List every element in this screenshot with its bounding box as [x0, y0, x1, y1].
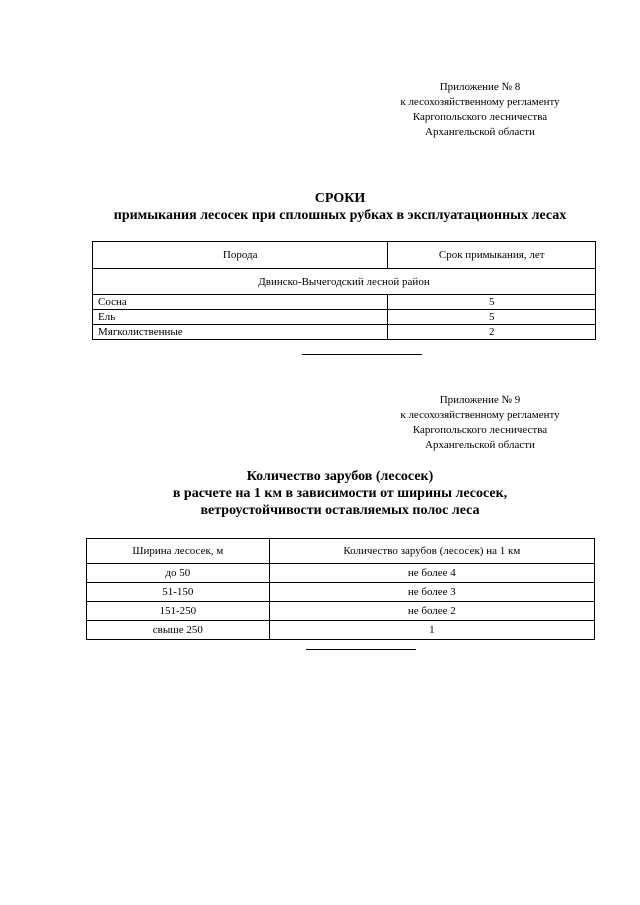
- adjacency-terms-table: [92, 241, 596, 340]
- table-row: [87, 564, 595, 583]
- column-header-species: Порода: [93, 242, 388, 269]
- section-1-title: СРОКИ: [314, 191, 366, 206]
- separator-line: [302, 354, 422, 355]
- table-header-row: [93, 242, 596, 269]
- table-row: [93, 310, 596, 325]
- section-1-subtitle: примыкания лесосек при сплошных рубках в эксплуатационных лесах: [113, 208, 567, 223]
- section-2-heading: [60, 468, 620, 519]
- cuttings-count-table: [86, 538, 595, 640]
- species-cell: Сосна: [93, 295, 388, 310]
- table-header-row: [87, 539, 595, 564]
- table-region-row: [93, 269, 596, 295]
- appendix-9-number: Приложение № 9: [439, 394, 521, 406]
- appendix-8-forestry: Каргопольского лесничества: [412, 111, 548, 123]
- width-cell: 51-150: [87, 583, 270, 602]
- section-1-heading: [60, 190, 620, 224]
- forest-region-label: Двинско-Вычегодский лесной район: [93, 269, 596, 295]
- term-cell: 2: [388, 325, 596, 340]
- count-cell: не более 3: [269, 583, 594, 602]
- section-2-title-line-2: в расчете на 1 км в зависимости от ширины лесосек,: [172, 486, 508, 501]
- appendix-9-forestry: Каргопольского лесничества: [412, 424, 548, 436]
- width-cell: свыше 250: [87, 621, 270, 640]
- appendix-9-region: Архангельской области: [425, 439, 535, 451]
- count-cell: не более 2: [269, 602, 594, 621]
- species-cell: Ель: [93, 310, 388, 325]
- term-cell: 5: [388, 310, 596, 325]
- table-row: [93, 325, 596, 340]
- column-header-term: Срок примыкания, лет: [388, 242, 596, 269]
- width-cell: до 50: [87, 564, 270, 583]
- appendix-9-header: [350, 393, 610, 453]
- column-header-width: Ширина лесосек, м: [87, 539, 270, 564]
- width-cell: 151-250: [87, 602, 270, 621]
- section-2-title-line-1: Количество зарубов (лесосек): [246, 469, 434, 484]
- table-row: [93, 295, 596, 310]
- table-row: [87, 602, 595, 621]
- appendix-9-regulation: к лесохозяйственному регламенту: [400, 409, 560, 421]
- table-row: [87, 621, 595, 640]
- appendix-8-number: Приложение № 8: [439, 81, 521, 93]
- table-row: [87, 583, 595, 602]
- appendix-8-header: [350, 80, 610, 140]
- appendix-8-region: Архангельской области: [425, 126, 535, 138]
- column-header-count: Количество зарубов (лесосек) на 1 км: [269, 539, 594, 564]
- term-cell: 5: [388, 295, 596, 310]
- species-cell: Мягколиственные: [93, 325, 388, 340]
- count-cell: не более 4: [269, 564, 594, 583]
- count-cell: 1: [269, 621, 594, 640]
- appendix-8-regulation: к лесохозяйственному регламенту: [400, 96, 560, 108]
- section-2-title-line-3: ветроустойчивости оставляемых полос леса: [200, 503, 480, 518]
- separator-line: [306, 649, 416, 650]
